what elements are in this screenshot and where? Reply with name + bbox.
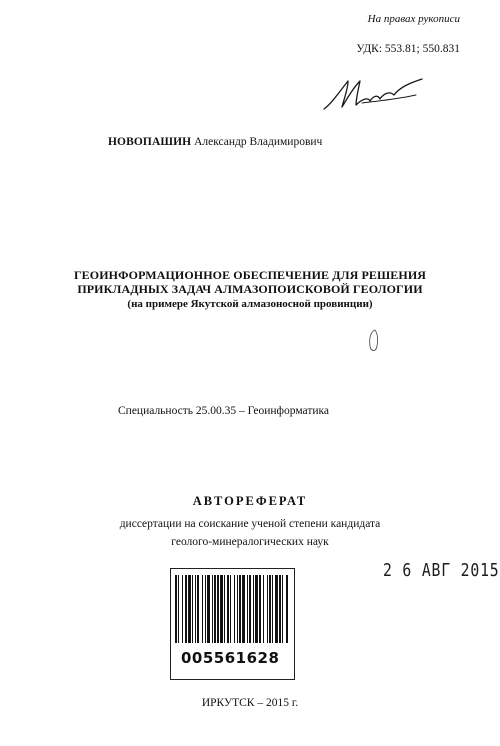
barcode-bar	[269, 575, 271, 643]
barcode-bar	[182, 575, 183, 643]
barcode-bar	[227, 575, 229, 643]
barcode-bar	[207, 575, 210, 643]
barcode-number: 005561628	[181, 649, 280, 667]
handwritten-signature	[318, 73, 428, 115]
author-name	[108, 136, 322, 148]
barcode-bar	[239, 575, 241, 643]
barcode-bar	[242, 575, 245, 643]
barcode-bar	[205, 575, 206, 643]
barcode-bar	[214, 575, 216, 643]
specialty: Специальность 25.00.35 – Геоинформатика	[118, 405, 330, 417]
abstract-description-line-1: диссертации на соискание ученой степени кандидата	[119, 518, 381, 530]
abstract-description-line-2: геолого-минералогических наук	[171, 536, 329, 548]
barcode-bar	[195, 575, 196, 643]
barcode-bar	[259, 575, 261, 643]
barcode-bar	[178, 575, 179, 643]
barcode-bar	[234, 575, 235, 643]
barcode-bar	[272, 575, 273, 643]
barcode-bar	[253, 575, 254, 643]
barcode-bar	[275, 575, 278, 643]
barcode-bar	[220, 575, 223, 643]
barcode-bar	[175, 575, 177, 643]
pencil-mark	[366, 328, 382, 354]
barcode-label	[170, 568, 295, 680]
barcode-bar	[255, 575, 258, 643]
barcode-bar	[185, 575, 187, 643]
barcode-bar	[247, 575, 248, 643]
city-year: ИРКУТСК – 2015 г.	[201, 697, 299, 709]
barcode-bar	[282, 575, 283, 643]
author-given-names: Александр Владимирович	[194, 136, 323, 148]
barcode-bar	[197, 575, 199, 643]
barcode-bar	[279, 575, 281, 643]
udk-code: УДК: 553.81; 550.831	[356, 43, 460, 55]
title-line-1: ГЕОИНФОРМАЦИОННОЕ ОБЕСПЕЧЕНИЕ ДЛЯ РЕШЕНИЯ	[73, 268, 427, 282]
abstract-label: АВТОРЕФЕРАТ	[192, 494, 308, 508]
barcode-bar	[230, 575, 231, 643]
barcode-bar	[249, 575, 251, 643]
rights-notice: На правах рукописи	[367, 13, 460, 25]
title-line-2: ПРИКЛАДНЫХ ЗАДАЧ АЛМАЗОПОИСКОВОЙ ГЕОЛОГИИ	[77, 282, 423, 296]
barcode-bar	[263, 575, 264, 643]
barcode-bar	[237, 575, 238, 643]
barcode-bar	[192, 575, 193, 643]
title-subtitle: (на примере Якутской алмазоносной провинции)	[127, 298, 373, 310]
barcode	[175, 575, 288, 643]
date-stamp: 2 6 АВГ 2015	[383, 560, 500, 581]
barcode-bar	[212, 575, 213, 643]
author-surname: НОВОПАШИН	[108, 136, 192, 148]
barcode-bar	[267, 575, 268, 643]
barcode-bar	[286, 575, 288, 643]
barcode-bar	[217, 575, 219, 643]
barcode-bar	[202, 575, 203, 643]
barcode-bar	[188, 575, 191, 643]
barcode-bar	[224, 575, 225, 643]
